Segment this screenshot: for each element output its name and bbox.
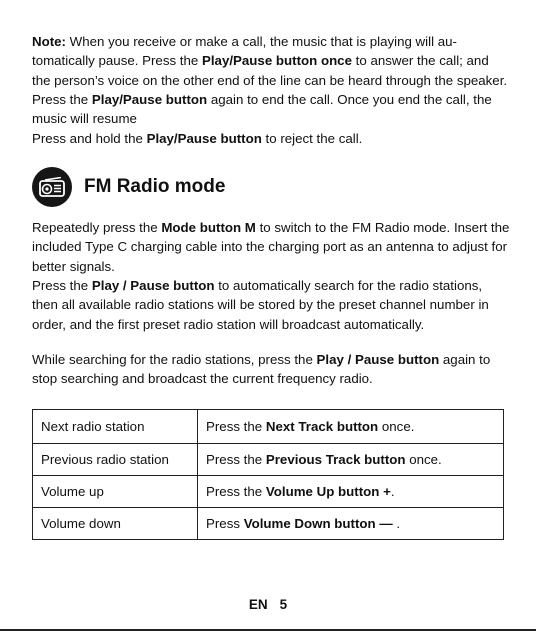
- note-bold-1: Play/Pause button once: [201, 53, 352, 69]
- fm-radio-heading: [32, 166, 225, 208]
- fm-mode-paragraph: [32, 218, 510, 276]
- controls-table: [32, 409, 504, 540]
- instruction-cell: Press the Volume Up button +.: [198, 476, 504, 508]
- reject-paragraph: [32, 129, 510, 148]
- page-footer: [0, 597, 536, 612]
- reject-text-2: to reject the call.: [261, 131, 363, 146]
- fm-text-5: While searching for the radio stations, press the: [32, 352, 317, 367]
- fm-text-2: to switch to the FM Radio mode. Insert the included Type C charging cable into the charging port as an antenna to adjust for better signals.: [32, 220, 510, 274]
- table-row: [33, 476, 504, 508]
- fm-search-paragraph: [32, 276, 510, 334]
- instruction-cell: Press Volume Down button — .: [198, 508, 504, 540]
- fm-stop-paragraph: [32, 350, 510, 389]
- reject-bold: Play/Pause button: [146, 131, 262, 146]
- table-row: [33, 508, 504, 540]
- action-cell: Next radio station: [33, 410, 198, 444]
- fm-text-3: Press the: [32, 278, 92, 293]
- note-paragraph: [32, 32, 510, 128]
- fm-text-4: to automatically search for the radio stations, then all available radio stations will be stored by the preset channel number in order, and the first preset radio station will broadcast automatically.: [32, 278, 489, 332]
- note-label: Note:: [32, 34, 66, 49]
- note-text-2: to answer the call; and the person’s voice on the other end of the line can be heard through the speaker. Press the: [32, 53, 508, 107]
- note-bold-2: Play/Pause button: [91, 91, 208, 107]
- table-row: [33, 410, 504, 444]
- fm-bold-3: Play / Pause button: [316, 352, 440, 367]
- reject-text-1: Press and hold the: [32, 131, 147, 146]
- language-code: EN: [248, 597, 268, 612]
- action-cell: Previous radio station: [33, 444, 198, 476]
- radio-icon: [32, 167, 72, 207]
- fm-bold-1: Mode button M: [161, 220, 256, 235]
- table-row: [33, 444, 504, 476]
- page-number: 5: [279, 597, 288, 612]
- fm-text-1: Repeatedly press the: [32, 220, 162, 235]
- section-title: FM Radio mode: [84, 176, 226, 197]
- fm-bold-2: Play / Pause button: [91, 278, 215, 293]
- note-text-1: When you receive or make a call, the music that is playing will au-tomatically pause. Press the: [32, 34, 457, 69]
- note-text-3: again to end the call. Once you end the call, the music will resume: [32, 91, 492, 127]
- action-cell: Volume down: [33, 508, 198, 540]
- action-cell: Volume up: [33, 476, 198, 508]
- fm-text-6: again to stop searching and broadcast the current frequency radio.: [32, 352, 491, 387]
- instruction-cell: Press the Next Track button once.: [198, 410, 504, 444]
- instruction-cell: Press the Previous Track button once.: [198, 444, 504, 476]
